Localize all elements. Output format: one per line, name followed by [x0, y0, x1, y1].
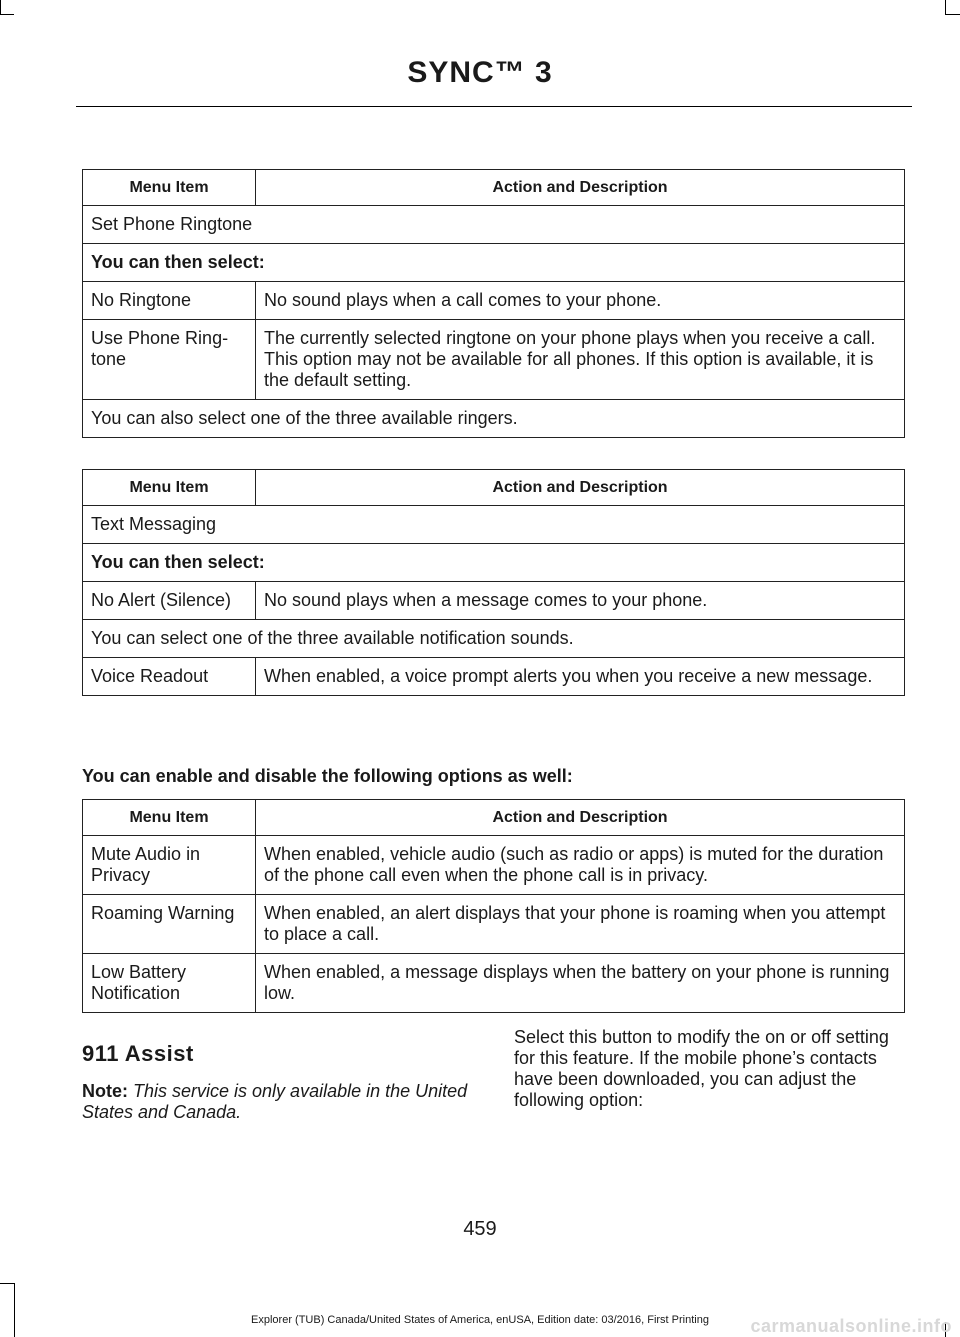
table-row — [83, 836, 905, 895]
column-header-action: Action and Description — [256, 470, 905, 506]
table-row — [83, 282, 905, 320]
body-paragraph: Select this button to modify the on or off setting for this feature. If the mobile phone’s contacts have been downloaded, you can adjust the following option: — [514, 1027, 889, 1110]
crop-mark — [945, 14, 960, 15]
description-cell: When enabled, a message displays when the battery on your phone is running low. — [256, 954, 905, 1013]
page-number: 459 — [463, 1218, 497, 1240]
crop-mark — [0, 14, 14, 15]
description-cell: No sound plays when a call comes to your phone. — [256, 282, 905, 320]
crop-mark — [945, 0, 946, 14]
menu-item-cell: Mute Audio in Privacy — [83, 836, 256, 895]
table-row — [83, 244, 905, 282]
description-cell: No sound plays when a message comes to your phone. — [256, 582, 905, 620]
edition-footer: Explorer (TUB) Canada/United States of America, enUSA, Edition date: 03/2016, First Printing — [251, 1314, 709, 1326]
column-header-menu-item: Menu Item — [83, 170, 256, 206]
column-header-action: Action and Description — [256, 800, 905, 836]
table-note-row: You can also select one of the three available ringers. — [83, 400, 905, 438]
table-row — [83, 582, 905, 620]
table-row — [83, 506, 905, 544]
column-header-action: Action and Description — [256, 170, 905, 206]
table-subheading: You can then select: — [83, 544, 905, 582]
menu-item-cell: Use Phone Ring-tone — [83, 320, 256, 400]
page-title: SYNC™ 3 — [407, 56, 553, 89]
table-row — [83, 895, 905, 954]
table-row — [83, 400, 905, 438]
menu-item-cell: Low Battery Notification — [83, 954, 256, 1013]
table-header-row — [83, 800, 905, 836]
table-row — [83, 544, 905, 582]
description-cell: When enabled, an alert displays that your phone is roaming when you attempt to place a call. — [256, 895, 905, 954]
description-cell: The currently selected ringtone on your phone plays when you receive a call. This option may not be available for all phones. If this option is available, it is the default setting. — [256, 320, 905, 400]
header-divider — [76, 106, 912, 107]
table-note-row: You can select one of the three available notification sounds. — [83, 620, 905, 658]
options-table — [82, 799, 905, 1013]
table-row — [83, 954, 905, 1013]
crop-mark — [0, 1283, 14, 1284]
text-messaging-table — [82, 469, 905, 696]
column-header-menu-item: Menu Item — [83, 800, 256, 836]
table-row — [83, 620, 905, 658]
ringtone-table — [82, 169, 905, 438]
note-paragraph — [82, 1081, 477, 1123]
watermark: carmanualsonline.info — [750, 1316, 952, 1336]
table-row — [83, 320, 905, 400]
menu-item-cell: No Ringtone — [83, 282, 256, 320]
table-section-title: Text Messaging — [83, 506, 905, 544]
table-row — [83, 206, 905, 244]
crop-mark — [14, 1283, 15, 1337]
note-text: This service is only available in the United States and Canada. — [82, 1081, 468, 1122]
table-row — [83, 658, 905, 696]
description-cell: When enabled, vehicle audio (such as radio or apps) is muted for the duration of the phone call even when the phone call is in privacy. — [256, 836, 905, 895]
menu-item-cell: Roaming Warning — [83, 895, 256, 954]
menu-item-cell: Voice Readout — [83, 658, 256, 696]
table-header-row — [83, 170, 905, 206]
section-heading-911-assist: 911 Assist — [82, 1041, 194, 1066]
table-section-title: Set Phone Ringtone — [83, 206, 905, 244]
crop-mark — [0, 0, 1, 14]
table-header-row — [83, 470, 905, 506]
column-header-menu-item: Menu Item — [83, 470, 256, 506]
menu-item-cell: No Alert (Silence) — [83, 582, 256, 620]
note-label: Note: — [82, 1081, 128, 1101]
table-subheading: You can then select: — [83, 244, 905, 282]
description-cell: When enabled, a voice prompt alerts you when you receive a new message. — [256, 658, 905, 696]
section-lead: You can enable and disable the following options as well: — [82, 766, 573, 786]
